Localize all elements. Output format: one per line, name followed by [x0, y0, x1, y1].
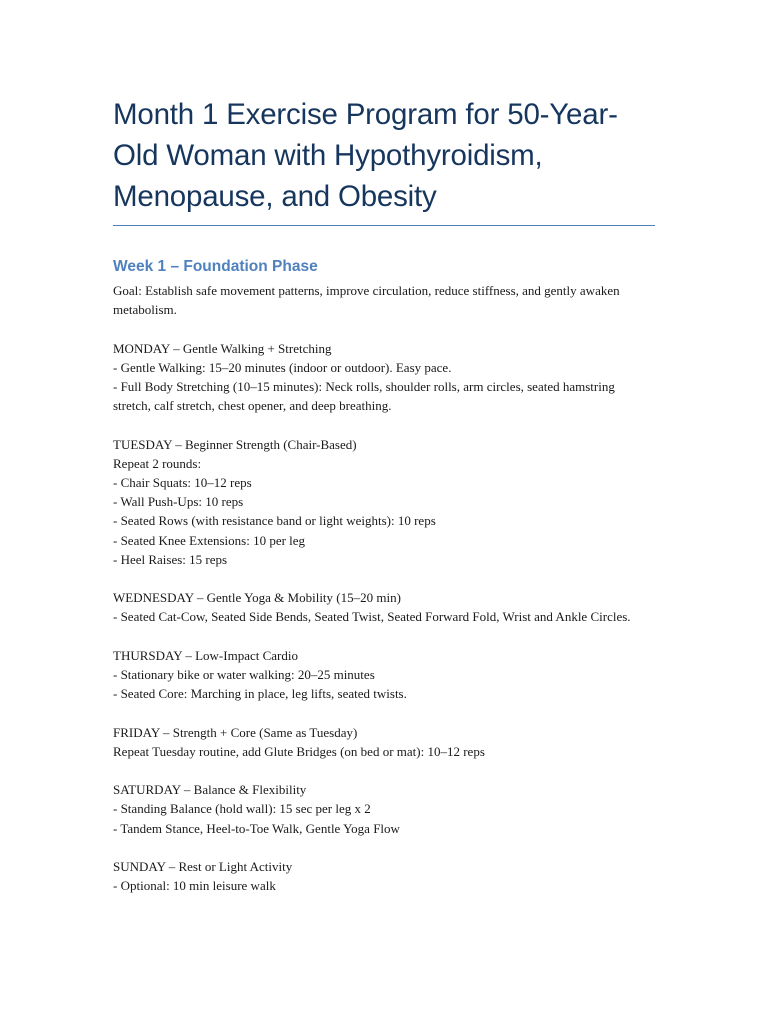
day-section-tuesday: [113, 435, 655, 569]
day-header: FRIDAY – Strength + Core (Same as Tuesday): [113, 724, 358, 740]
day-header: WEDNESDAY – Gentle Yoga & Mobility (15–20 min): [113, 590, 401, 606]
day-line: - Seated Rows (with resistance band or light weights): 10 reps: [113, 513, 436, 529]
day-line: - Seated Cat-Cow, Seated Side Bends, Seated Twist, Seated Forward Fold, Wrist and Ankle Circles.: [113, 609, 631, 625]
day-line: Repeat Tuesday routine, add Glute Bridges (on bed or mat): 10–12 reps: [113, 743, 485, 759]
day-line: - Wall Push-Ups: 10 reps: [113, 494, 244, 510]
day-line: - Chair Squats: 10–12 reps: [113, 475, 252, 490]
day-line: - Gentle Walking: 15–20 minutes (indoor or outdoor). Easy pace.: [113, 359, 452, 375]
day-header: SUNDAY – Rest or Light Activity: [113, 858, 293, 874]
week-heading: Week 1 – Foundation Phase: [113, 258, 318, 275]
day-section-sunday: [113, 857, 655, 895]
day-line: - Optional: 10 min leisure walk: [113, 878, 276, 894]
day-header: THURSDAY – Low-Impact Cardio: [113, 647, 298, 663]
day-line: - Seated Knee Extensions: 10 per leg: [113, 532, 306, 548]
title-divider: [113, 225, 655, 226]
day-section-wednesday: [113, 588, 655, 626]
page-title: Month 1 Exercise Program for 50-Year-Old Woman with Hypothyroidism, Menopause, and Obesity: [113, 98, 618, 213]
goal-paragraph: Goal: Establish safe movement patterns, improve circulation, reduce stiffness, and gently awaken metabolism.: [113, 283, 620, 318]
day-section-thursday: [113, 646, 655, 704]
day-header: SATURDAY – Balance & Flexibility: [113, 782, 307, 798]
day-section-monday: [113, 339, 655, 416]
day-line: - Seated Core: Marching in place, leg lifts, seated twists.: [113, 686, 407, 702]
document-body: [113, 281, 655, 895]
day-line: - Standing Balance (hold wall): 15 sec per leg x 2: [113, 801, 371, 817]
day-header: MONDAY – Gentle Walking + Stretching: [113, 340, 332, 356]
day-section-saturday: [113, 780, 655, 838]
day-line: Repeat 2 rounds:: [113, 455, 202, 471]
day-line: - Tandem Stance, Heel-to-Toe Walk, Gentle Yoga Flow: [113, 820, 400, 836]
day-line: - Heel Raises: 15 reps: [113, 551, 228, 567]
day-line: - Full Body Stretching (10–15 minutes): Neck rolls, shoulder rolls, arm circles, seated hamstring stretch, calf stretch, chest opener, and deep breathing.: [113, 379, 615, 414]
day-header: TUESDAY – Beginner Strength (Chair-Based): [113, 436, 357, 452]
day-line: - Stationary bike or water walking: 20–25 minutes: [113, 667, 375, 682]
document-page: [113, 94, 655, 915]
day-section-friday: [113, 723, 655, 761]
